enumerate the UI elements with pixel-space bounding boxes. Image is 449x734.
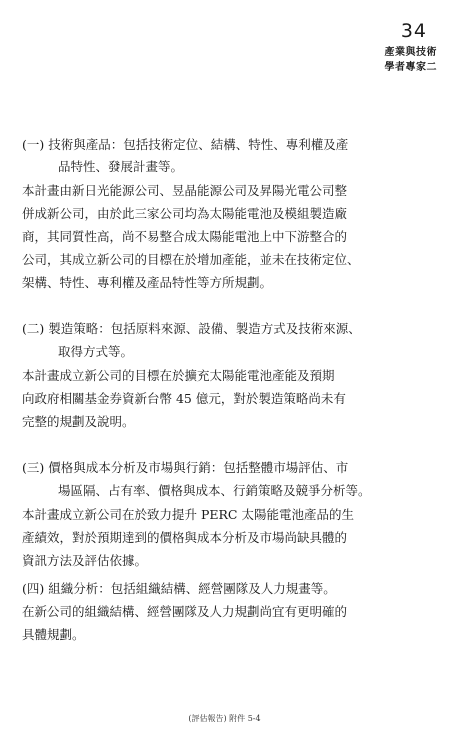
section-heading-continued: 場區隔、占有率、價格與成本、行銷策略及競爭分析等。 [58, 483, 371, 498]
section-heading-continued: 取得方式等。 [58, 344, 134, 359]
section-heading: (一) 技術與產品：包括技術定位、結構、特性、專利權及產 [22, 137, 349, 152]
footer-note: (評估報告) 附件 5-4 [188, 714, 261, 723]
section-heading-continued: 品特性、發展計畫等。 [58, 159, 184, 174]
paragraph-line: 完整的規劃及說明。 [22, 414, 135, 429]
section-heading: (四) 組織分析：包括組織結構、經營團隊及人力規畫等。 [22, 581, 336, 596]
paragraph-line: 具體規劃。 [22, 627, 85, 642]
paragraph-line: 資訊方法及評估依據。 [22, 553, 148, 568]
paragraph-line: 併成新公司，由於此三家公司均為太陽能電池及模組製造廠 [22, 206, 348, 221]
stamp-line-2: 學者專家二 [384, 62, 437, 73]
paragraph-line: 產績效，對於預期達到的價格與成本分析及市場尚缺具體的 [22, 530, 348, 545]
paragraph-line: 本計畫成立新公司在於致力提升 PERC 太陽能電池產品的生 [22, 507, 354, 522]
section-heading: (三) 價格與成本分析及市場與行銷：包括整體市場評估、市 [22, 460, 349, 475]
paragraph-line: 架構、特性、專利權及產品特性等方所規劃。 [22, 275, 273, 290]
page-number: 34 [400, 20, 427, 42]
paragraph-line: 向政府相關基金券資新台幣 45 億元，對於製造策略尚未有 [22, 391, 346, 406]
paragraph-line: 商，其同質性高，尚不易整合成太陽能電池上中下游整合的 [22, 229, 348, 244]
paragraph-line: 本計畫成立新公司的目標在於擴充太陽能電池產能及預期 [22, 368, 335, 383]
stamp-line-1: 產業與技術 [384, 47, 437, 58]
paragraph-line: 本計畫由新日光能源公司、昱晶能源公司及昇陽光電公司整 [22, 183, 348, 198]
paragraph-line: 公司，其成立新公司的目標在於增加產能，並未在技術定位、 [22, 252, 360, 267]
section-heading: (二) 製造策略：包括原料來源、設備、製造方式及技術來源、 [22, 321, 361, 336]
paragraph-line: 在新公司的組織結構、經營團隊及人力規劃尚宜有更明確的 [22, 604, 348, 619]
